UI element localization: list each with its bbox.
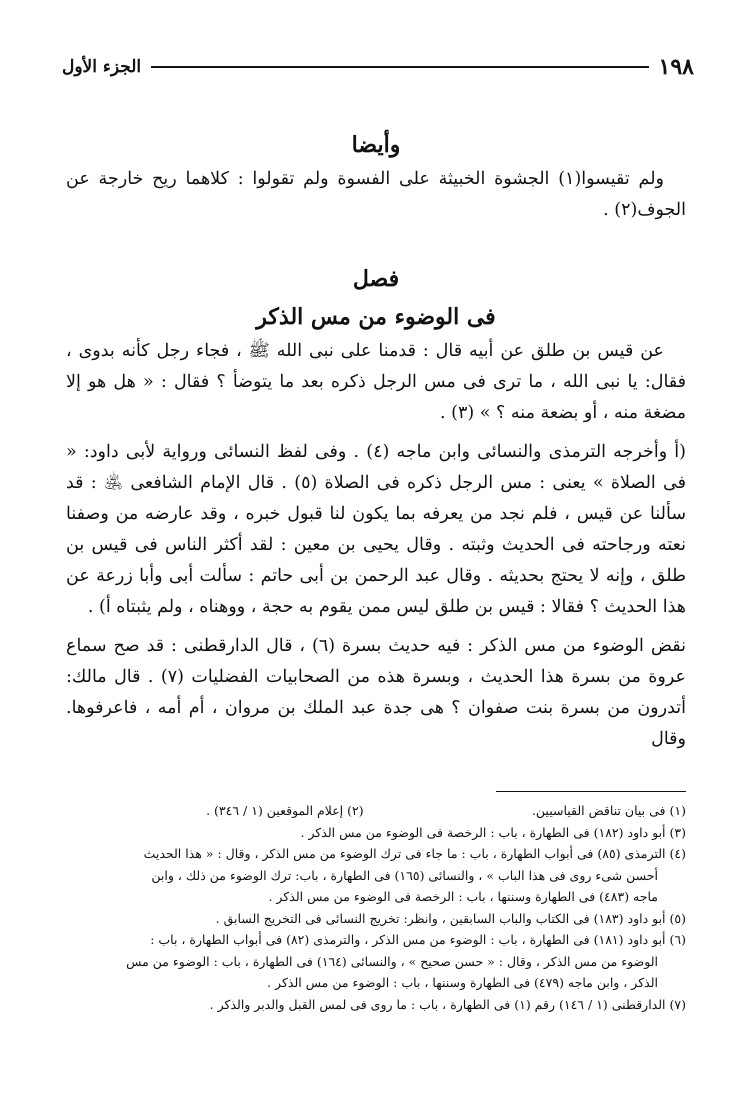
footnote-1: (١) فى بيان تناقض القياسيين.	[531, 803, 686, 818]
footnote-6-continued: الوضوء من مس الذكر ، وقال : « حسن صحيح » ، والنسائى (١٦٤) فى الطهارة ، باب : الوضوء من مس	[126, 953, 658, 969]
chapter-heading: فصل	[352, 266, 400, 292]
footnote-4-continued-2: ماجه (٤٨٣) فى الطهارة وسننها ، باب : الرخصة فى الوضوء من مس الذكر .	[268, 889, 658, 904]
section-heading-also: وأيضا	[351, 132, 401, 158]
footnote-6-continued-2: الذكر ، وابن ماجه (٤٧٩) فى الطهارة وسننها ، باب : الوضوء من مس الذكر .	[267, 975, 658, 990]
footnote-4: (٤) الترمذى (٨٥) فى أبواب الطهارة ، باب : ما جاء فى ترك الوضوء من مس الذكر ، وقال : « هذا الحديث	[143, 846, 686, 861]
paragraph-busra: نقض الوضوء من مس الذكر : فيه حديث بسرة (٦) ، قال الدارقطنى : قد صح سماع عروة من بسرة هذا الحديث ، وبسرة هذه من الصحابيات الفضليات (٧) . قال مالك: أتدرون من بسرة بنت صفوان ؟ هى جدة عبد الملك بن مروان ، أم أمه ، فاعرفوها. وقال	[66, 636, 686, 749]
footnote-5: (٥) أبو داود (١٨٣) فى الكتاب والباب السابقين ، وانظر: تخريج النسائى فى التخريج السابق .	[215, 910, 686, 926]
chapter-subheading: فى الوضوء من مس الذكر	[256, 304, 496, 330]
main-text	[66, 126, 686, 755]
footnote-row-1-2	[66, 800, 686, 822]
footnote-2: (٢) إعلام الموقعين (١ / ٣٤٦) .	[206, 803, 364, 818]
part-title: الجزء الأول	[62, 57, 142, 77]
footnote-7: (٧) الدارقطنى (١ / ١٤٦) رقم (١) فى الطهارة ، باب : ما روى فى لمس القبل والدبر والذكر .	[209, 996, 686, 1012]
section-also-text: ولم تقيسوا(١) الجشوة الخبيثة على الفسوة ولم تقولوا : كلاهما ريح خارجة عن الجوف(٢) .	[66, 169, 686, 220]
header-rule	[151, 66, 648, 68]
footnotes	[66, 800, 686, 1015]
paragraph-hadith: عن قيس بن طلق عن أبيه قال : قدمنا على نبى الله ﷺ ، فجاء رجل كأنه بدوى ، فقال: يا نبى الله ، ما ترى فى مس الرجل ذكره بعد ما يتوضأ ؟ فقال : « هل هو إلا مضغة منه ، أو بضعة منه ؟ » (٣) .	[66, 341, 686, 423]
footnote-separator	[496, 791, 686, 792]
footnote-4-continued: أحسن شىء روى فى هذا الباب » ، والنسائى (١٦٥) فى الطهارة ، باب: ترك الوضوء من ذلك ، وابن	[151, 867, 658, 883]
paragraph-takhrij: (أ وأخرجه الترمذى والنسائى وابن ماجه (٤) . وفى لفظ النسائى ورواية لأبى داود: « فى الصلاة » يعنى : مس الرجل ذكره فى الصلاة (٥) . قال الإمام الشافعى ﵁ : قد سألنا عن قيس ، فلم نجد من يعرفه بما يكون لنا قبول خبره ، وقد عارضه من وصفنا نعته ورجاحته فى الحديث وثبته . وقال يحيى بن معين : لقد أكثر الناس فى قيس بن طلق ، وإنه لا يحتج بحديثه . وقال عبد الرحمن بن أبى حاتم : سألت أبى وأبا زرعة عن هذا الحديث ؟ فقالا : قيس بن طلق ليس ممن يقوم به حجة ، ووهناه ، ولم يثبتاه أ) .	[66, 442, 686, 617]
page-header	[62, 52, 694, 82]
footnote-6: (٦) أبو داود (١٨١) فى الطهارة ، باب : الوضوء من مس الذكر ، والترمذى (٨٢) فى أبواب الطهارة ، باب :	[150, 932, 686, 947]
footnote-3: (٣) أبو داود (١٨٢) فى الطهارة ، باب : الرخصة فى الوضوء من مس الذكر .	[300, 824, 686, 840]
page-number: ١٩٨	[658, 54, 694, 80]
